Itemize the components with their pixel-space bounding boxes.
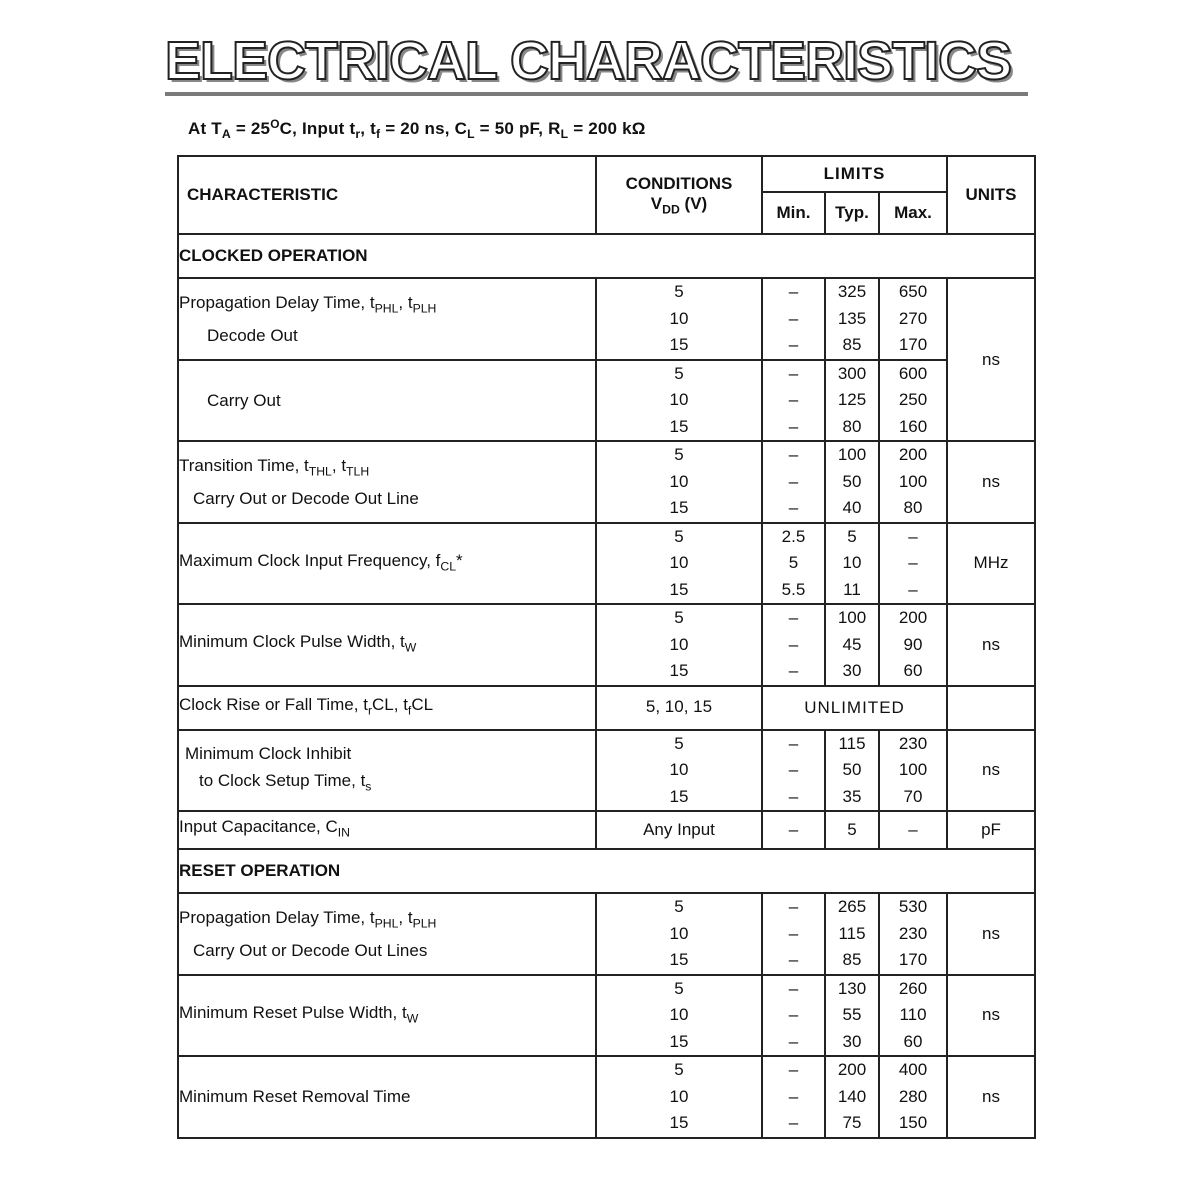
- table-row: Minimum Reset Removal Time 5 10 15 – – – 200 140 75 400 280 150 ns: [178, 1056, 1035, 1138]
- page-title: ELECTRICAL CHARACTERISTICS: [165, 31, 1012, 91]
- row-label-inhibit: Minimum Clock Inhibit to Clock Setup Time, $t_s$: [178, 730, 596, 812]
- title-underline: [165, 92, 1028, 96]
- table-row: Propagation Delay Time, $t_{PHL}$, $t_{PLH}$ Decode Out 5 10 15 – – – 325 135 85 650 270 170 ns: [178, 278, 1035, 360]
- unit-cell: ns: [947, 278, 1035, 441]
- row-label-cap: Input Capacitance, $C_{IN}$: [178, 811, 596, 849]
- header-characteristic: CHARACTERISTIC: [178, 156, 596, 234]
- header-min: Min.: [762, 192, 825, 234]
- row-label-clock-rise: Clock Rise or Fall Time, $t_rCL$, $t_fCL$: [178, 686, 596, 730]
- row-label-reset-prop: Propagation Delay Time, $t_{PHL}$, $t_{PLH}$ Carry Out or Decode Out Lines: [178, 893, 596, 975]
- row-label-prop-decode: Propagation Delay Time, $t_{PHL}$, $t_{PLH}$ Decode Out: [178, 278, 596, 360]
- test-conditions: At $T_A = 25^OC$, Input $t_r$, $t_f = 20$ ns, $C_L = 50$ pF, $R_L = 200$ kΩ: [188, 117, 646, 142]
- row-label-reset-removal: Minimum Reset Removal Time: [178, 1056, 596, 1138]
- header-max: Max.: [879, 192, 947, 234]
- row-label-max-clock: Maximum Clock Input Frequency, $f_{CL}*$: [178, 523, 596, 605]
- table-row: Carry Out 5 10 15 – – – 300 125 80 600 250 160: [178, 360, 1035, 442]
- header-conditions: CONDITIONS $V_{DD}$ (V): [596, 156, 762, 234]
- row-label-transition: Transition Time, $t_{THL}$, $t_{TLH}$ Carry Out or Decode Out Line: [178, 441, 596, 523]
- section-reset-operation: RESET OPERATION: [178, 849, 1035, 893]
- table-row: Transition Time, $t_{THL}$, $t_{TLH}$ Carry Out or Decode Out Line 5 10 15 – – – 100 50 40 200 100 80 ns: [178, 441, 1035, 523]
- header-limits: LIMITS: [762, 156, 947, 192]
- header-typ: Typ.: [825, 192, 879, 234]
- table-row: Minimum Clock Inhibit to Clock Setup Time, $t_s$ 5 10 15 – – – 115 50 35 230 100 70 ns: [178, 730, 1035, 812]
- electrical-characteristics-table: [177, 155, 1036, 1139]
- table-row: Input Capacitance, $C_{IN}$ Any Input – 5 – pF: [178, 811, 1035, 849]
- row-label-min-clock-pw: Minimum Clock Pulse Width, $t_W$: [178, 604, 596, 686]
- table-row: Minimum Reset Pulse Width, $t_W$ 5 10 15 – – – 130 55 30 260 110 60 ns: [178, 975, 1035, 1057]
- section-clocked-operation: CLOCKED OPERATION: [178, 234, 1035, 278]
- table-row: Minimum Clock Pulse Width, $t_W$ 5 10 15 – – – 100 45 30 200 90 60 ns: [178, 604, 1035, 686]
- header-units: UNITS: [947, 156, 1035, 234]
- table-row: Maximum Clock Input Frequency, $f_{CL}*$ 5 10 15 2.5 5 5.5 5 10 11 – – – MHz: [178, 523, 1035, 605]
- table-row: Clock Rise or Fall Time, $t_rCL$, $t_fCL$ 5, 10, 15 UNLIMITED: [178, 686, 1035, 730]
- table-row: Propagation Delay Time, $t_{PHL}$, $t_{PLH}$ Carry Out or Decode Out Lines 5 10 15 – – – 265 115 85 530 230 170 ns: [178, 893, 1035, 975]
- row-label-reset-pw: Minimum Reset Pulse Width, $t_W$: [178, 975, 596, 1057]
